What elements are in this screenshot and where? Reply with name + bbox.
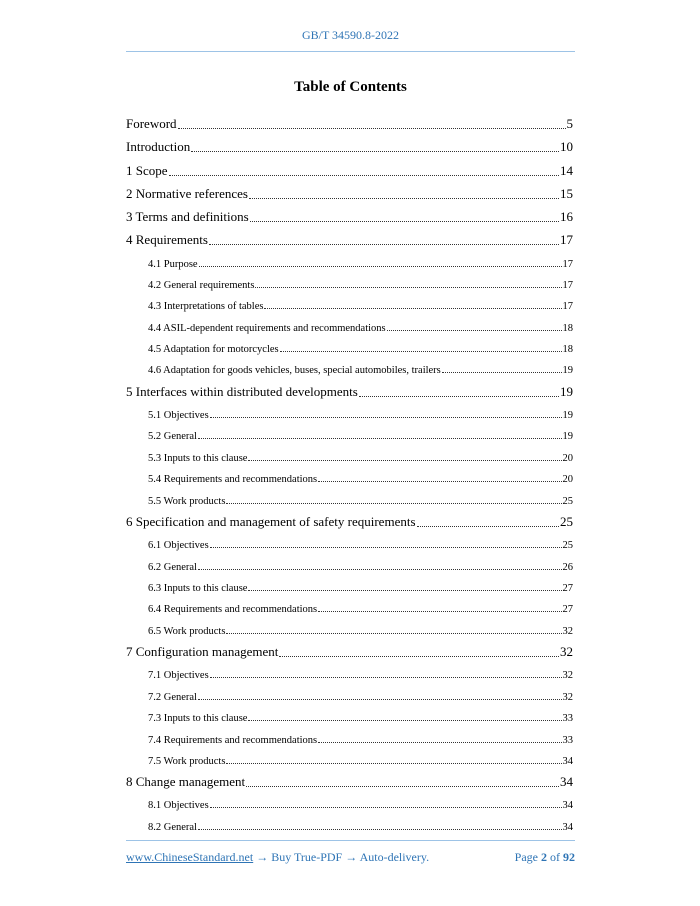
toc-entry-label: 6.2 General bbox=[148, 561, 197, 573]
toc-entry-page: 15 bbox=[560, 185, 573, 201]
toc-entry[interactable] bbox=[126, 132, 573, 155]
toc-entry[interactable] bbox=[126, 109, 573, 132]
page-current: 2 bbox=[541, 850, 547, 864]
dot-leader bbox=[249, 198, 559, 199]
toc-entry-label: 8 Change management bbox=[126, 774, 246, 790]
page-number bbox=[515, 850, 575, 865]
toc-entry[interactable] bbox=[126, 703, 573, 724]
dot-leader bbox=[442, 372, 562, 373]
toc-entry[interactable] bbox=[126, 225, 573, 248]
toc-entry[interactable] bbox=[126, 442, 573, 463]
toc-entry-page: 19 bbox=[562, 431, 573, 443]
dot-leader bbox=[417, 526, 559, 527]
website-link[interactable]: www.ChineseStandard.net bbox=[126, 850, 254, 864]
table-of-contents bbox=[126, 109, 573, 833]
toc-entry[interactable] bbox=[126, 485, 573, 506]
toc-entry-label: 4 Requirements bbox=[126, 232, 208, 248]
toc-entry-page: 33 bbox=[562, 734, 573, 746]
dot-leader bbox=[209, 244, 559, 245]
toc-entry-label: 4.5 Adaptation for motorcycles bbox=[148, 344, 279, 356]
toc-entry-page: 18 bbox=[562, 344, 573, 356]
toc-entry-page: 27 bbox=[562, 604, 573, 616]
toc-entry[interactable] bbox=[126, 681, 573, 702]
dot-leader bbox=[198, 699, 562, 700]
dot-leader bbox=[387, 330, 562, 331]
toc-entry-page: 5 bbox=[566, 116, 573, 132]
dot-leader bbox=[198, 829, 562, 830]
toc-entry-label: 5.5 Work products bbox=[148, 495, 226, 507]
toc-entry[interactable] bbox=[126, 421, 573, 442]
toc-entry-label: 5.2 General bbox=[148, 431, 197, 443]
dot-leader bbox=[250, 221, 559, 222]
toc-entry[interactable] bbox=[126, 355, 573, 376]
toc-entry-page: 34 bbox=[560, 774, 573, 790]
toc-entry-label: Introduction bbox=[126, 139, 191, 155]
toc-entry[interactable] bbox=[126, 334, 573, 355]
toc-entry-page: 17 bbox=[562, 301, 573, 313]
toc-entry-label: 5.4 Requirements and recommendations bbox=[148, 474, 318, 486]
toc-entry-page: 20 bbox=[562, 452, 573, 464]
dot-leader bbox=[359, 396, 559, 397]
toc-entry[interactable] bbox=[126, 376, 573, 399]
toc-entry[interactable] bbox=[126, 179, 573, 202]
header-divider bbox=[126, 51, 575, 52]
footer-divider bbox=[126, 840, 575, 841]
toc-entry-page: 34 bbox=[562, 821, 573, 833]
page-word: Page bbox=[514, 850, 538, 864]
toc-entry-page: 17 bbox=[560, 232, 573, 248]
toc-entry-page: 19 bbox=[562, 410, 573, 422]
toc-entry-label: 6.1 Objectives bbox=[148, 540, 209, 552]
toc-entry[interactable] bbox=[126, 400, 573, 421]
toc-entry-label: 7.3 Inputs to this clause bbox=[148, 713, 248, 725]
toc-entry[interactable] bbox=[126, 530, 573, 551]
toc-entry-page: 19 bbox=[562, 365, 573, 377]
toc-entry-label: 4.6 Adaptation for goods vehicles, buses, special automobiles, trailers bbox=[148, 365, 441, 377]
toc-entry-label: 5 Interfaces within distributed developments bbox=[126, 383, 358, 399]
dot-leader bbox=[318, 611, 561, 612]
dot-leader bbox=[248, 720, 561, 721]
dot-leader bbox=[226, 763, 561, 764]
dot-leader bbox=[191, 151, 559, 152]
toc-entry-page: 32 bbox=[562, 670, 573, 682]
dot-leader bbox=[210, 547, 562, 548]
toc-entry-label: 5.1 Objectives bbox=[148, 410, 209, 422]
dot-leader bbox=[198, 569, 562, 570]
toc-entry-page: 25 bbox=[562, 495, 573, 507]
toc-entry-label: Foreword bbox=[126, 116, 177, 132]
toc-entry-label: 1 Scope bbox=[126, 162, 168, 178]
dot-leader bbox=[255, 287, 561, 288]
toc-entry[interactable] bbox=[126, 724, 573, 745]
dot-leader bbox=[210, 417, 562, 418]
toc-entry[interactable] bbox=[126, 811, 573, 832]
standard-id: GB/T 34590.8-2022 bbox=[301, 28, 400, 42]
toc-entry[interactable] bbox=[126, 202, 573, 225]
toc-entry[interactable] bbox=[126, 507, 573, 530]
toc-entry-page: 33 bbox=[562, 713, 573, 725]
dot-leader bbox=[248, 460, 561, 461]
toc-entry[interactable] bbox=[126, 746, 573, 767]
toc-entry-page: 25 bbox=[560, 513, 573, 529]
toc-entry-label: 3 Terms and definitions bbox=[126, 208, 249, 224]
toc-entry-label: 7.4 Requirements and recommendations bbox=[148, 734, 318, 746]
toc-entry-label: 8.2 General bbox=[148, 821, 197, 833]
toc-entry-label: 6.5 Work products bbox=[148, 625, 226, 637]
dot-leader bbox=[279, 656, 559, 657]
toc-entry-page: 32 bbox=[562, 691, 573, 703]
toc-entry-label: 7 Configuration management bbox=[126, 643, 279, 659]
toc-entry-page: 19 bbox=[560, 383, 573, 399]
toc-entry-label: 4.3 Interpretations of tables bbox=[148, 301, 264, 313]
toc-entry[interactable] bbox=[126, 291, 573, 312]
dot-leader bbox=[226, 633, 561, 634]
toc-entry[interactable] bbox=[126, 551, 573, 572]
page-header bbox=[126, 28, 575, 43]
toc-entry-page: 26 bbox=[562, 561, 573, 573]
dot-leader bbox=[318, 481, 561, 482]
toc-entry-page: 17 bbox=[562, 258, 573, 270]
toc-entry-page: 17 bbox=[562, 279, 573, 291]
dot-leader bbox=[226, 503, 561, 504]
page-footer bbox=[126, 850, 575, 865]
toc-entry[interactable] bbox=[126, 270, 573, 291]
toc-entry-page: 25 bbox=[562, 540, 573, 552]
toc-entry-page: 27 bbox=[562, 582, 573, 594]
toc-entry-label: 8.1 Objectives bbox=[148, 800, 209, 812]
toc-entry[interactable] bbox=[126, 767, 573, 790]
toc-entry-label: 6.3 Inputs to this clause bbox=[148, 582, 248, 594]
toc-entry[interactable] bbox=[126, 594, 573, 615]
dot-leader bbox=[169, 175, 559, 176]
dot-leader bbox=[264, 308, 561, 309]
toc-entry-page: 34 bbox=[562, 755, 573, 767]
dot-leader bbox=[210, 807, 562, 808]
toc-entry-label: 4.1 Purpose bbox=[148, 258, 198, 270]
dot-leader bbox=[280, 351, 562, 352]
page-title: Table of Contents bbox=[294, 79, 407, 95]
page-of: of bbox=[550, 850, 560, 864]
page-total: 92 bbox=[563, 850, 575, 864]
dot-leader bbox=[199, 266, 562, 267]
toc-entry-page: 10 bbox=[560, 139, 573, 155]
toc-entry-label: 6.4 Requirements and recommendations bbox=[148, 604, 318, 616]
toc-entry-page: 20 bbox=[562, 474, 573, 486]
toc-entry-label: 7.1 Objectives bbox=[148, 670, 209, 682]
toc-entry-label: 2 Normative references bbox=[126, 185, 248, 201]
toc-entry-label: 7.2 General bbox=[148, 691, 197, 703]
dot-leader bbox=[246, 786, 559, 787]
footer-promo bbox=[126, 850, 429, 865]
dot-leader bbox=[210, 677, 562, 678]
toc-entry-page: 32 bbox=[562, 625, 573, 637]
toc-entry[interactable] bbox=[126, 312, 573, 333]
footer-tagline: → Buy True-PDF → Auto-delivery. bbox=[253, 850, 430, 864]
toc-entry-label: 4.2 General requirements bbox=[148, 279, 255, 291]
toc-entry-page: 32 bbox=[560, 643, 573, 659]
toc-entry-page: 16 bbox=[560, 208, 573, 224]
toc-entry[interactable] bbox=[126, 248, 573, 269]
toc-entry[interactable] bbox=[126, 637, 573, 660]
toc-entry[interactable] bbox=[126, 464, 573, 485]
toc-entry-label: 7.5 Work products bbox=[148, 755, 226, 767]
toc-entry[interactable] bbox=[126, 573, 573, 594]
toc-entry-page: 18 bbox=[562, 322, 573, 334]
toc-entry[interactable] bbox=[126, 615, 573, 636]
toc-entry-page: 34 bbox=[562, 800, 573, 812]
dot-leader bbox=[178, 128, 566, 129]
toc-entry-label: 6 Specification and management of safety requirements bbox=[126, 513, 416, 529]
toc-entry-label: 4.4 ASIL-dependent requirements and recommendations bbox=[148, 322, 386, 334]
dot-leader bbox=[248, 590, 561, 591]
dot-leader bbox=[198, 438, 562, 439]
toc-entry[interactable] bbox=[126, 660, 573, 681]
toc-entry-label: 5.3 Inputs to this clause bbox=[148, 452, 248, 464]
dot-leader bbox=[318, 742, 561, 743]
toc-entry[interactable] bbox=[126, 155, 573, 178]
toc-entry[interactable] bbox=[126, 790, 573, 811]
toc-entry-page: 14 bbox=[560, 162, 573, 178]
